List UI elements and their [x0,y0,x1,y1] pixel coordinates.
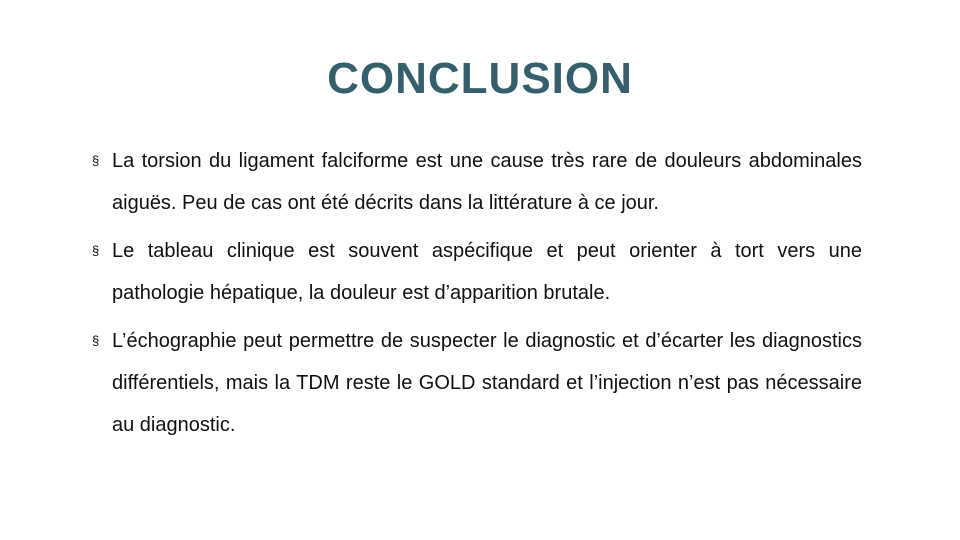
bullet-item [92,230,862,314]
bullet-item [92,320,862,446]
bullet-text: L’échographie peut permettre de suspecter le diagnostic et d’écarter les diagnostics différentiels, mais la TDM reste le GOLD standard et l’injection n’est pas nécessaire au diagnostic. [112,330,862,436]
bullet-text: La torsion du ligament falciforme est une cause très rare de douleurs abdominales aiguës. Peu de cas ont été décrits dans la littérature à ce jour. [112,150,862,214]
bullet-square-icon: § [92,243,100,258]
bullet-square-icon: § [92,153,100,168]
bullet-list [92,140,862,452]
bullet-text: Le tableau clinique est souvent aspécifique et peut orienter à tort vers une pathologie hépatique, la douleur est d’apparition brutale. [112,240,862,304]
slide-title: CONCLUSION [327,54,633,103]
bullet-item [92,140,862,224]
bullet-square-icon: § [92,333,100,348]
